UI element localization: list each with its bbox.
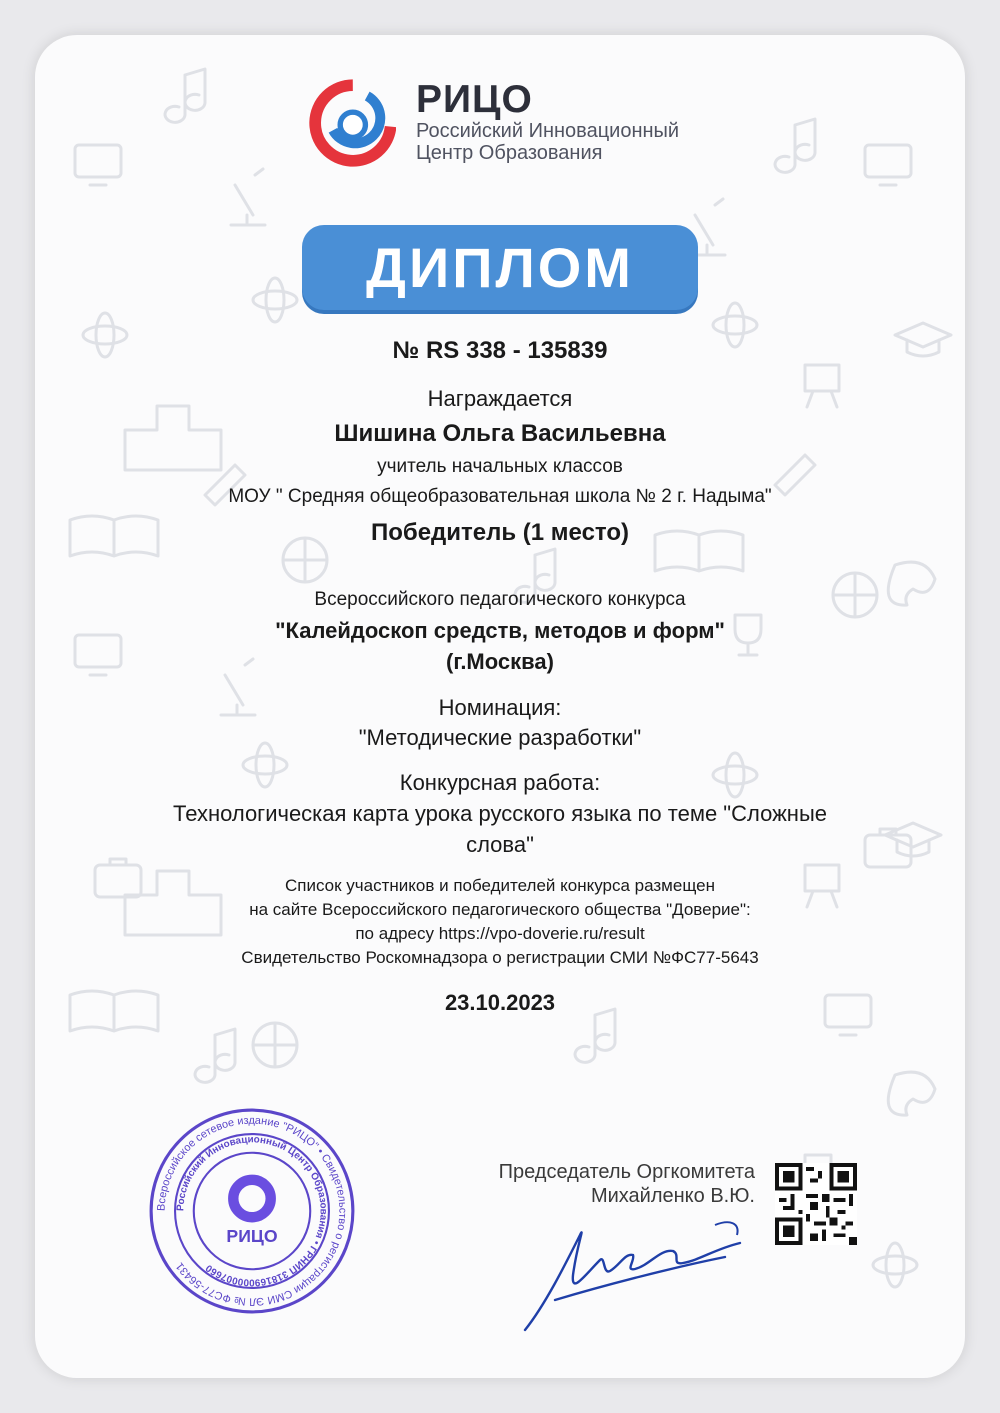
chairman-block <box>425 1160 755 1208</box>
logo-subtitle-2: Центр Образования <box>416 142 603 164</box>
note-line-2: на сайте Всероссийского педагогического общества "Доверие": <box>249 900 751 919</box>
contest-city: (г.Москва) <box>446 649 554 674</box>
awarded-label: Награждается <box>427 386 573 411</box>
work-title-line-2: слова" <box>466 832 534 857</box>
contest-name: "Калейдоскоп средств, методов и форм" <box>275 618 725 643</box>
svg-text:РИЦО: РИЦО <box>226 1226 278 1247</box>
diploma-page <box>35 35 965 1378</box>
work-label: Конкурсная работа: <box>399 770 601 795</box>
recipient-organization: МОУ " Средняя общеобразовательная школа № 2 г. Надыма" <box>228 486 772 507</box>
work-title-line-1: Технологическая карта урока русского языка по теме "Сложные <box>173 801 827 826</box>
note-line-1: Список участников и победителей конкурса размещен <box>285 876 715 895</box>
rico-logo <box>306 78 726 188</box>
contest-result: Победитель (1 место) <box>370 519 630 546</box>
chairman-title: Председатель Оргкомитета <box>498 1161 755 1183</box>
logo-subtitle-1: Российский Инновационный <box>416 120 680 142</box>
diploma-heading-banner: ДИПЛОМ <box>302 225 698 310</box>
handwritten-signature <box>485 1205 765 1335</box>
qr-code <box>775 1163 857 1245</box>
note-line-4: Свидетельство Роскомнадзора о регистрации СМИ №ФС77-5643 <box>241 948 759 967</box>
organization-stamp <box>148 1107 356 1315</box>
diploma-date: 23.10.2023 <box>444 990 556 1015</box>
logo-title: РИЦО <box>416 78 533 121</box>
contest-intro: Всероссийского педагогического конкурса <box>314 589 686 610</box>
recipient-position: учитель начальных классов <box>377 456 623 477</box>
nomination-value: "Методические разработки" <box>358 725 642 750</box>
note-line-3: по адресу https://vpo-doverie.ru/result <box>355 924 645 943</box>
nomination-label: Номинация: <box>438 695 562 720</box>
recipient-name: Шишина Ольга Васильевна <box>334 420 666 447</box>
svg-text:Российский Инновационный Центр: Российский Инновационный Центр Образования • ГРНИП 318169000007660 <box>175 1134 329 1288</box>
rico-logo-mark <box>306 78 396 168</box>
svg-text:Всероссийское сетевое издание: Всероссийское сетевое издание "РИЦО" • Свидетельство о регистрации СМИ ЭЛ № ФС77-56431 <box>155 1114 349 1308</box>
chairman-name: Михайленко В.Ю. <box>590 1185 755 1207</box>
diploma-number: № RS 338 - 135839 <box>392 337 608 364</box>
